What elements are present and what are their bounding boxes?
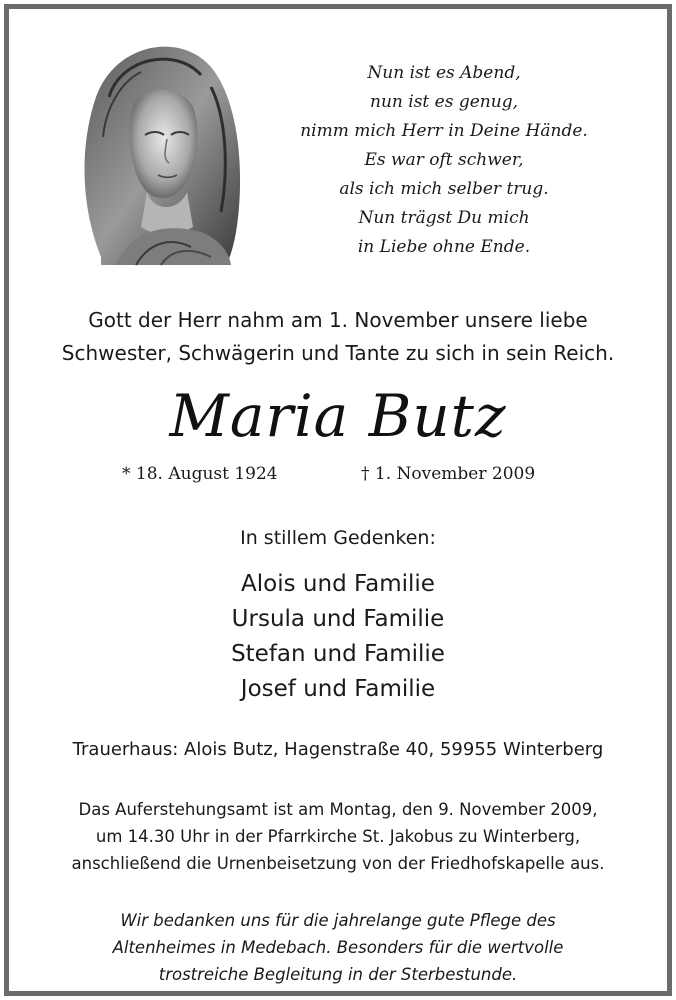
thanks-line: trostreiche Begleitung in der Sterbestunde. <box>158 965 518 984</box>
service-line: Das Auferstehungsamt ist am Montag, den 9. November 2009, <box>78 800 598 819</box>
family-item: Alois und Familie <box>241 571 435 597</box>
poem-line: nimm mich Herr in Deine Hände. <box>300 121 588 141</box>
family-list <box>9 567 667 707</box>
death-date: † 1. November 2009 <box>361 464 536 484</box>
mourning-house-address: Trauerhaus: Alois Butz, Hagenstraße 40, 59955 Winterberg <box>72 739 604 760</box>
deceased-name: Maria Butz <box>169 382 507 450</box>
obituary-frame <box>4 4 672 996</box>
poem-line: Nun ist es Abend, <box>367 63 521 83</box>
poem-line: in Liebe ohne Ende. <box>357 237 531 257</box>
poem-line: nun ist es genug, <box>370 92 518 112</box>
madonna-portrait-icon <box>61 27 251 267</box>
thanks-line: Altenheimes in Medebach. Besonders für die wertvolle <box>112 938 564 957</box>
poem-line: als ich mich selber trug. <box>339 179 549 199</box>
service-line: anschließend die Urnenbeisetzung von der Friedhofskapelle aus. <box>71 854 605 873</box>
family-item: Josef und Familie <box>240 676 436 702</box>
service-info <box>9 796 667 877</box>
poem-line: Es war oft schwer, <box>364 150 524 170</box>
poem-line: Nun trägst Du mich <box>358 208 530 228</box>
intro-line: Schwester, Schwägerin und Tante zu sich in sein Reich. <box>61 341 615 365</box>
remembrance-heading: In stillem Gedenken: <box>240 527 436 549</box>
thanks-line: Wir bedanken uns für die jahrelange gute Pflege des <box>120 911 556 930</box>
birth-date: * 18. August 1924 <box>122 464 278 484</box>
intro-text <box>9 304 667 370</box>
poem <box>279 59 609 262</box>
intro-line: Gott der Herr nahm am 1. November unsere liebe <box>88 308 588 332</box>
thanks-note <box>9 907 667 988</box>
family-item: Stefan und Familie <box>231 641 445 667</box>
family-item: Ursula und Familie <box>231 606 445 632</box>
service-line: um 14.30 Uhr in der Pfarrkirche St. Jakobus zu Winterberg, <box>95 827 581 846</box>
